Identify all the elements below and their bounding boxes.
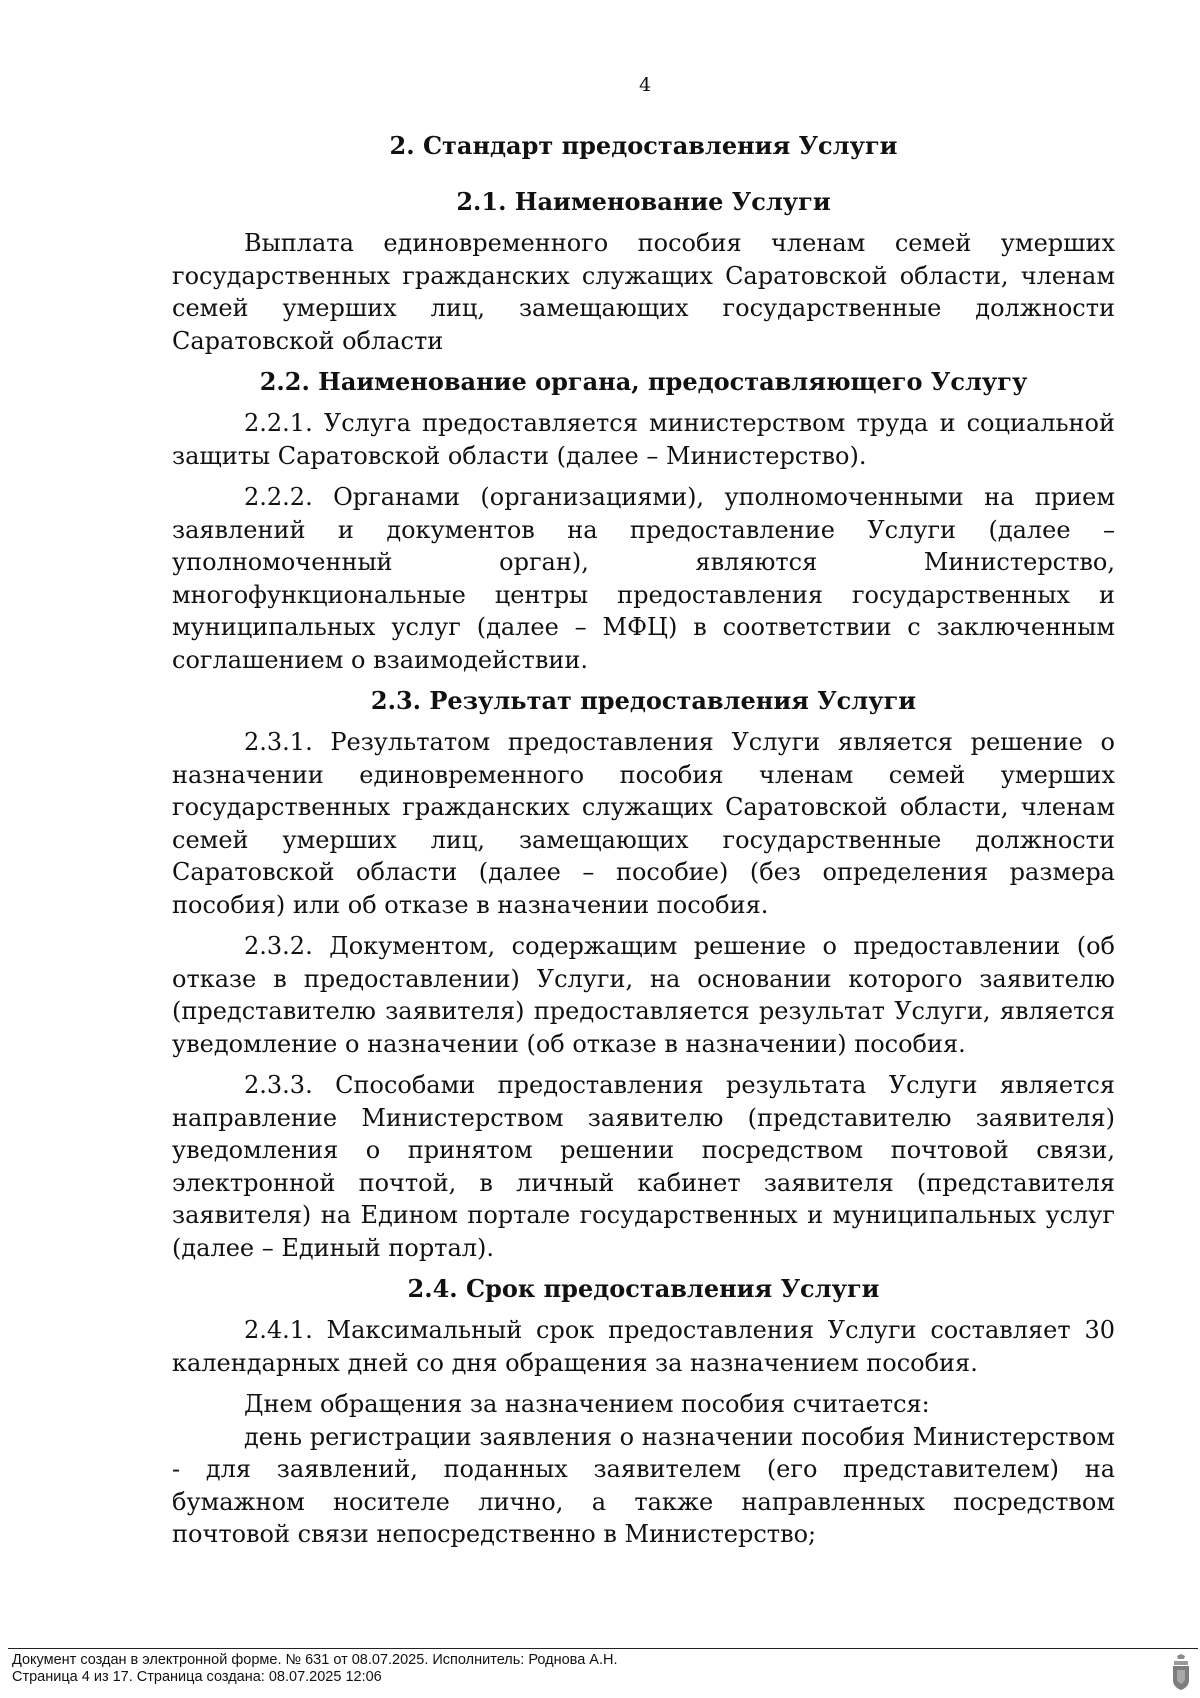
paragraph-registration-day: день регистрации заявления о назначении пособия Министерством - для заявлений, поданных заявителем (его представителем) на бумажном носителе лично, а также направленных посредством почтовой связи непосредственно в Министерство; [172, 1422, 1115, 1548]
document-body [172, 130, 1115, 1551]
paragraph-2-3-2: 2.3.2. Документом, содержащим решение о предоставлении (об отказе в предоставлении) Услуги, на основании которого заявителю (представителю заявителя) предоставляется результат Услуги, является уведомление о назначении (об отказе в назначении) пособия. [172, 932, 1115, 1058]
coat-of-arms-icon [1172, 1654, 1190, 1690]
paragraph-2-3-1: 2.3.1. Результатом предоставления Услуги является решение о назначении единовременного пособия членам семей умерших государственных гражданских служащих Саратовской области, членам семей умерших лиц, замещающих государственные должности Саратовской области (далее – пособие) (без определения размера пособия) или об отказе в назначении пособия. [172, 728, 1115, 919]
paragraph-application-day-intro: Днем обращения за назначением пособия считается: [244, 1390, 930, 1418]
chapter-heading: 2. Стандарт предоставления Услуги [389, 131, 898, 160]
footer-line-page-info: Страница 4 из 17. Страница создана: 08.07.2025 12:06 [12, 1669, 382, 1685]
footer-divider [8, 1648, 1198, 1649]
section-2-4-title: 2.4. Срок предоставления Услуги [407, 1274, 880, 1303]
paragraph-2-2-2: 2.2.2. Органами (организациями), уполномоченными на прием заявлений и документов на предоставление Услуги (далее – уполномоченный орган), являются Министерство, многофункциональные центры предоставления государственных и муниципальных услуг (далее – МФЦ) в соответствии с заключенным соглашением о взаимодействии. [172, 483, 1115, 674]
section-2-2-title: 2.2. Наименование органа, предоставляющего Услугу [259, 367, 1028, 396]
document-footer [0, 1648, 1200, 1698]
footer-line-document-info: Документ создан в электронной форме. № 631 от 08.07.2025. Исполнитель: Роднова А.Н. [12, 1652, 618, 1668]
footer-text [12, 1652, 618, 1686]
page-number: 4 [638, 74, 652, 96]
paragraph-2-4-1: 2.4.1. Максимальный срок предоставления Услуги составляет 30 календарных дней со дня обращения за назначением пособия. [172, 1316, 1115, 1377]
section-2-1-title: 2.1. Наименование Услуги [456, 187, 831, 216]
paragraph-2-2-1: 2.2.1. Услуга предоставляется министерством труда и социальной защиты Саратовской области (далее – Министерство). [172, 409, 1115, 470]
section-2-1-paragraph: Выплата единовременного пособия членам семей умерших государственных гражданских служащих Саратовской области, членам семей умерших лиц, замещающих государственные должности Саратовской области [172, 229, 1115, 355]
paragraph-2-3-3: 2.3.3. Способами предоставления результата Услуги является направление Министерством заявителю (представителю заявителя) уведомления о принятом решении посредством почтовой связи, электронной почтой, в личный кабинет заявителя (представителя заявителя) на Едином портале государственных и муниципальных услуг (далее – Единый портал). [172, 1071, 1115, 1262]
section-2-3-title: 2.3. Результат предоставления Услуги [370, 686, 917, 715]
